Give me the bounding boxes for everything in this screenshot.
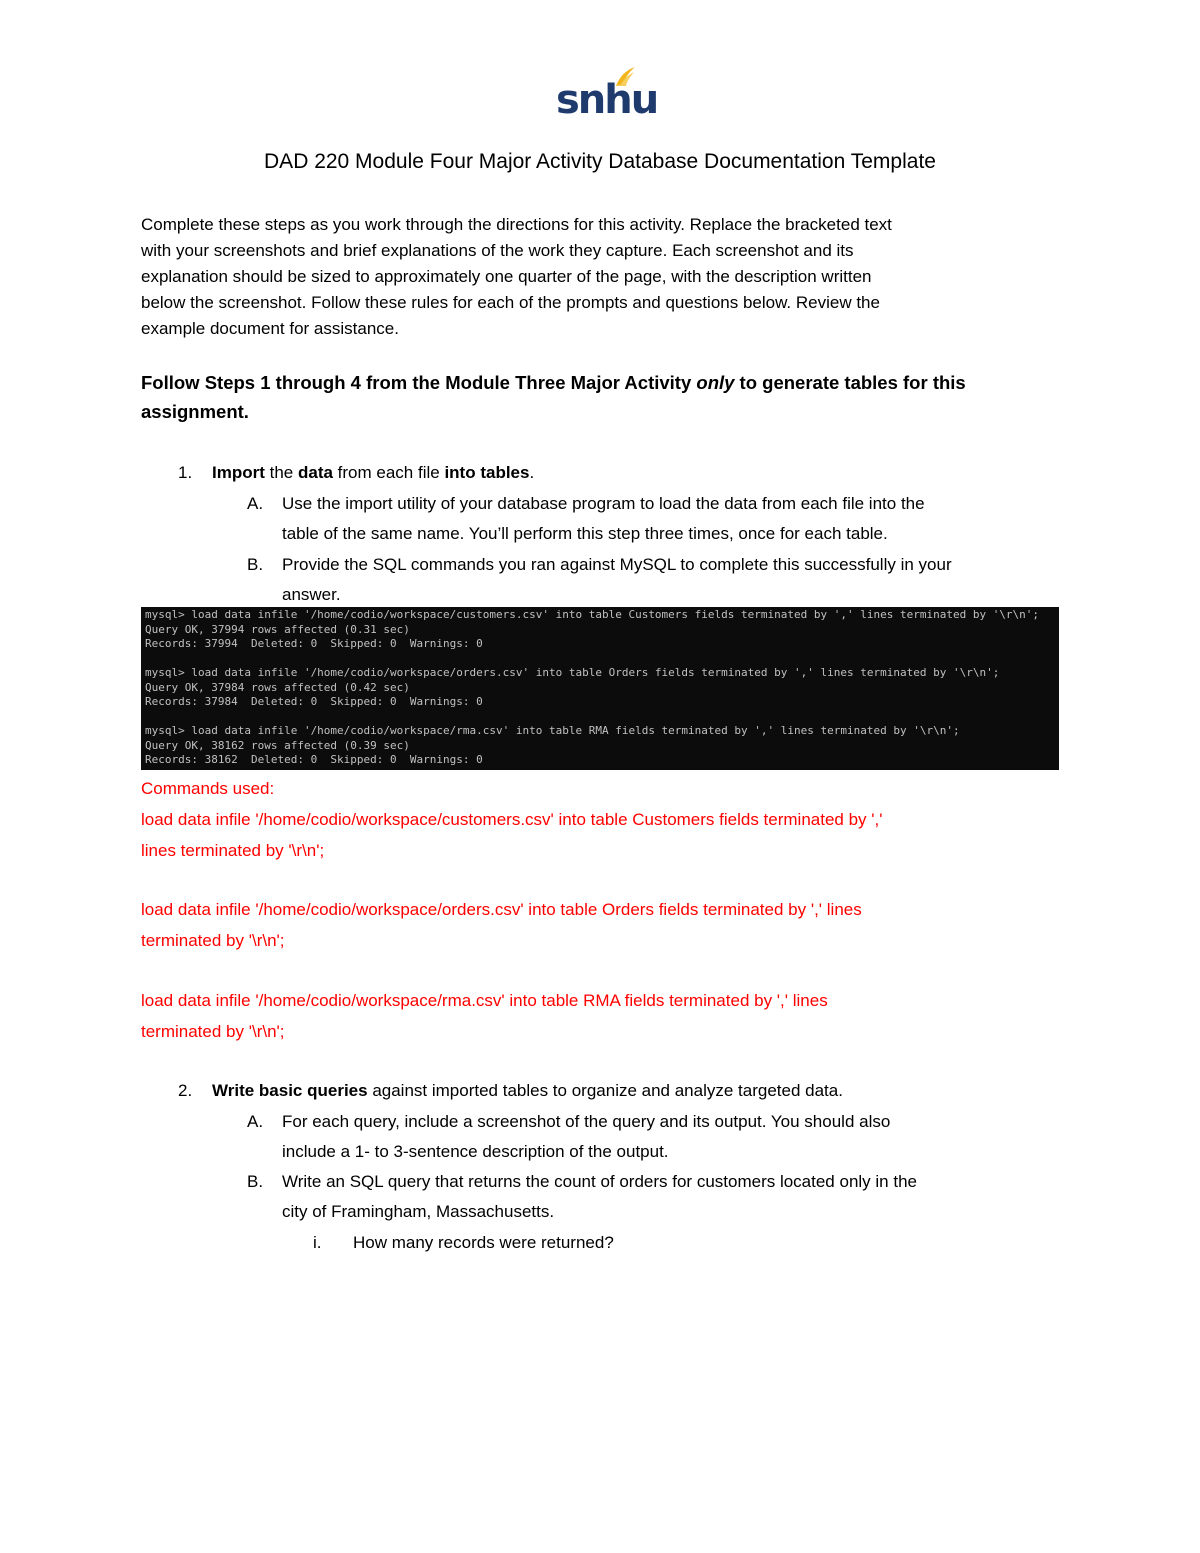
step-2a-line: For each query, include a screenshot of the query and its output. You should also	[282, 1112, 891, 1131]
terminal-line: Query OK, 37994 rows affected (0.31 sec)	[145, 622, 410, 636]
intro-line: explanation should be sized to approximately one quarter of the page, with the description written	[141, 267, 872, 286]
follow-emphasis: only	[696, 372, 735, 393]
step-2b-line: Write an SQL query that returns the count of orders for customers located only in the	[282, 1172, 917, 1191]
follow-steps-instruction	[141, 368, 1041, 426]
step-2bi-text: How many records were returned?	[353, 1233, 614, 1252]
step-1-text: from each file	[332, 463, 445, 482]
terminal-line: Records: 38162 Deleted: 0 Skipped: 0 Warnings: 0	[145, 753, 483, 766]
step-2-bold: Write basic queries	[212, 1081, 368, 1100]
step-1-title	[212, 463, 534, 483]
step-1b-text	[282, 550, 952, 610]
terminal-line: mysql> load data infile '/home/codio/workspace/orders.csv' into table Orders fields terminated by ',' lines terminated by '\r\n';	[145, 666, 1000, 679]
step-2a-text	[282, 1107, 890, 1167]
step-2-number: 2.	[178, 1081, 193, 1100]
logo-text: snhu	[556, 77, 658, 123]
step-2bi-letter: i.	[313, 1233, 322, 1252]
command-rma-line: load data infile '/home/codio/workspace/rma.csv' into table RMA fields terminated by ',' lines	[141, 991, 828, 1010]
step-2b-letter: B.	[247, 1172, 264, 1191]
command-orders-line: terminated by '\r\n';	[141, 931, 285, 950]
command-orders	[141, 894, 1041, 956]
terminal-line: Records: 37994 Deleted: 0 Skipped: 0 Warnings: 0	[145, 637, 483, 650]
terminal-line: Query OK, 38162 rows affected (0.39 sec)	[145, 738, 410, 752]
command-rma	[141, 985, 1041, 1047]
command-customers-line: load data infile '/home/codio/workspace/customers.csv' into table Customers fields terminated by ','	[141, 810, 883, 829]
step-1a-letter: A.	[247, 494, 264, 513]
step-1-text: .	[529, 463, 535, 482]
step-1a-text	[282, 489, 925, 549]
command-orders-line: load data infile '/home/codio/workspace/orders.csv' into table Orders fields terminated by ',' lines	[141, 900, 862, 919]
command-customers-line: lines terminated by '\r\n';	[141, 841, 325, 860]
intro-line: below the screenshot. Follow these rules for each of the prompts and questions below. Review the	[141, 293, 880, 312]
step-1b-letter: B.	[247, 555, 264, 574]
step-2b-line: city of Framingham, Massachusetts.	[282, 1202, 555, 1221]
terminal-line	[145, 710, 1055, 725]
step-1-number: 1.	[178, 463, 193, 482]
intro-line: example document for assistance.	[141, 319, 399, 338]
step-1b-line: Provide the SQL commands you ran against MySQL to complete this successfully in your	[282, 555, 952, 574]
document-title: DAD 220 Module Four Major Activity Database Documentation Template	[264, 150, 936, 173]
intro-line: with your screenshots and brief explanations of the work they capture. Each screenshot and its	[141, 241, 854, 260]
commands-heading: Commands used:	[141, 779, 275, 798]
step-2b-text	[282, 1167, 917, 1227]
step-1a-line: Use the import utility of your database program to load the data from each file into the	[282, 494, 925, 513]
follow-after: to generate tables for this assignment.	[141, 372, 966, 422]
step-1-bold-data: data	[297, 463, 333, 482]
step-1-bold-tables: into tables	[444, 463, 530, 482]
step-2a-letter: A.	[247, 1112, 264, 1131]
terminal-line: Query OK, 37984 rows affected (0.42 sec)	[145, 680, 410, 694]
snhu-logo	[556, 66, 658, 126]
step-1-text: the	[264, 463, 298, 482]
follow-before: Follow Steps 1 through 4 from the Module Three Major Activity	[141, 372, 697, 393]
step-1-bold-import: Import	[212, 463, 265, 482]
step-2-text: against imported tables to organize and analyze targeted data.	[367, 1081, 843, 1100]
step-1a-line: table of the same name. You’ll perform this step three times, once for each table.	[282, 524, 888, 543]
step-2-title	[212, 1081, 843, 1101]
intro-line: Complete these steps as you work through the directions for this activity. Replace the bracketed text	[141, 215, 892, 234]
commands-used	[141, 773, 1041, 866]
terminal-line	[145, 652, 1055, 667]
terminal-screenshot	[141, 607, 1059, 770]
terminal-line: Records: 37984 Deleted: 0 Skipped: 0 Warnings: 0	[145, 695, 483, 708]
terminal-line: mysql> load data infile '/home/codio/workspace/rma.csv' into table RMA fields terminated by ',' lines terminated by '\r\n';	[145, 724, 960, 737]
step-2a-line: include a 1- to 3-sentence description of the output.	[282, 1142, 669, 1161]
step-1b-line: answer.	[282, 585, 341, 604]
command-rma-line: terminated by '\r\n';	[141, 1022, 285, 1041]
intro-paragraph	[141, 212, 1041, 342]
terminal-line: mysql> load data infile '/home/codio/workspace/customers.csv' into table Customers fields terminated by ',' lines terminated by '\r\n';	[145, 608, 1040, 621]
